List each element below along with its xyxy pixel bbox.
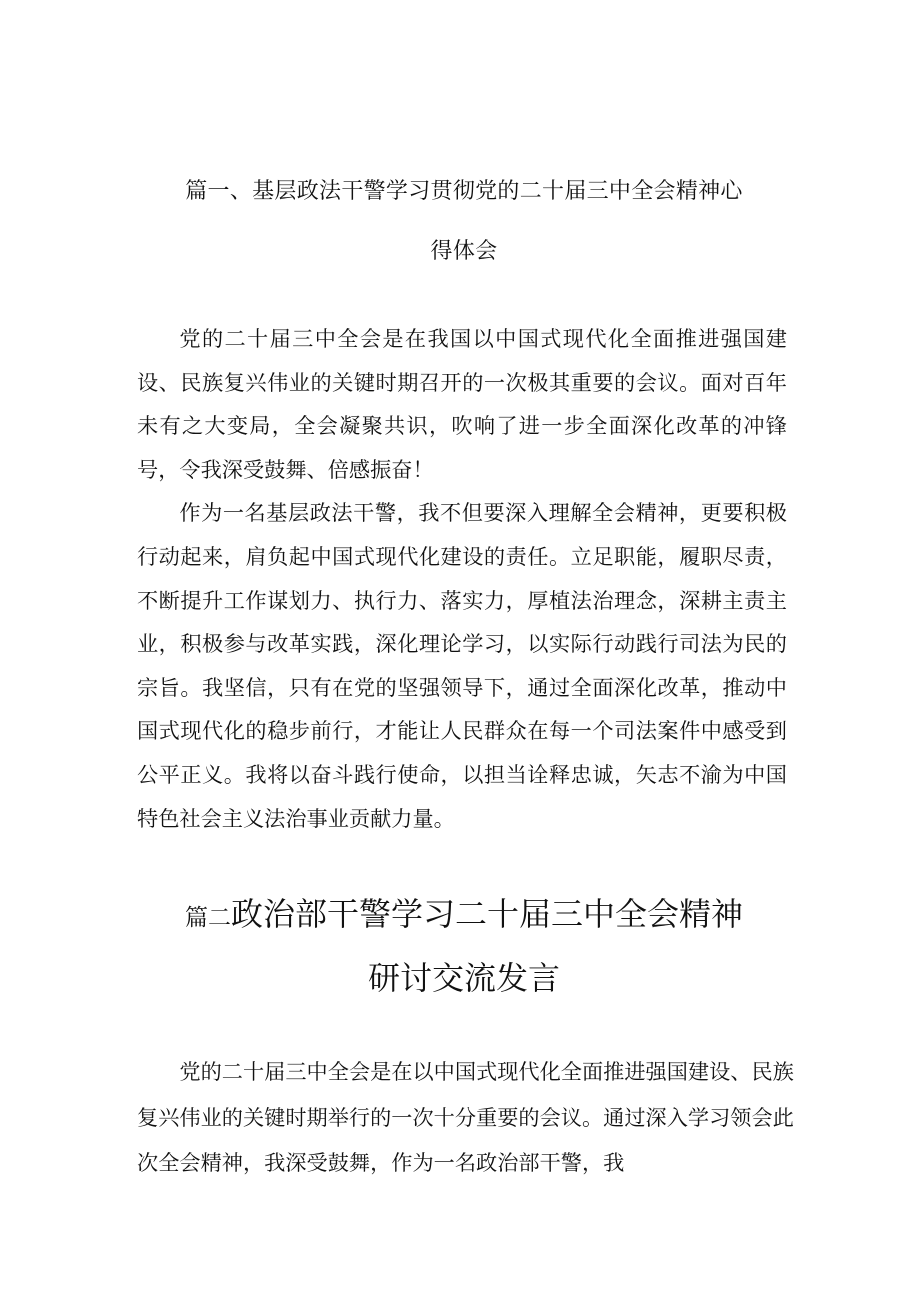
- section1-paragraph-1: 党的二十届三中全会是在我国以中国式现代化全面推进强国建设、民族复兴伟业的关键时期召开的一次极其重要的会议。面对百年未有之大变局，全会凝聚共识，吹响了进一步全面深化改革的冲锋号，令我深受鼓舞、倍感振奋！: [137, 326, 787, 482]
- section1-paragraph-2: 作为一名基层政法干警，我不但要深入理解全会精神，更要积极行动起来，肩负起中国式现代化建设的责任。立足职能，履职尽责，不断提升工作谋划力、执行力、落实力，厚植法治理念，深耕主责主业，积极参与改革实践，深化理论学习，以实际行动践行司法为民的宗旨。我坚信，只有在党的坚强领导下，通过全面深化改革，推动中国式现代化的稳步前行，才能让人民群众在每一个司法案件中感受到公平正义。我将以奋斗践行使命，以担当诠释忠诚，矢志不渝为中国特色社会主义法治事业贡献力量。: [137, 500, 787, 831]
- section2-body: [137, 1049, 800, 1186]
- section2-title-prefix: 篇二: [184, 905, 231, 931]
- section1-title: [140, 162, 788, 282]
- section2-title-line1: [140, 884, 788, 948]
- section1-title-line1: 篇一、基层政法干警学习贯彻党的二十届三中全会精神心: [185, 179, 743, 204]
- section2-paragraph-1: 党的二十届三中全会是在以中国式现代化全面推进强国建设、民族复兴伟业的关键时期举行的一次十分重要的会议。通过深入学习领会此次全会精神，我深受鼓舞，作为一名政治部干警，我: [137, 1059, 794, 1175]
- section1-title-line2: 得体会: [430, 239, 498, 264]
- section2-title-main: 政治部干警学习二十届三中全会精神: [230, 895, 743, 933]
- section2-title: [140, 884, 788, 1008]
- section1-body: [137, 317, 787, 840]
- section2-title-line2: 研讨交流发言: [367, 959, 560, 997]
